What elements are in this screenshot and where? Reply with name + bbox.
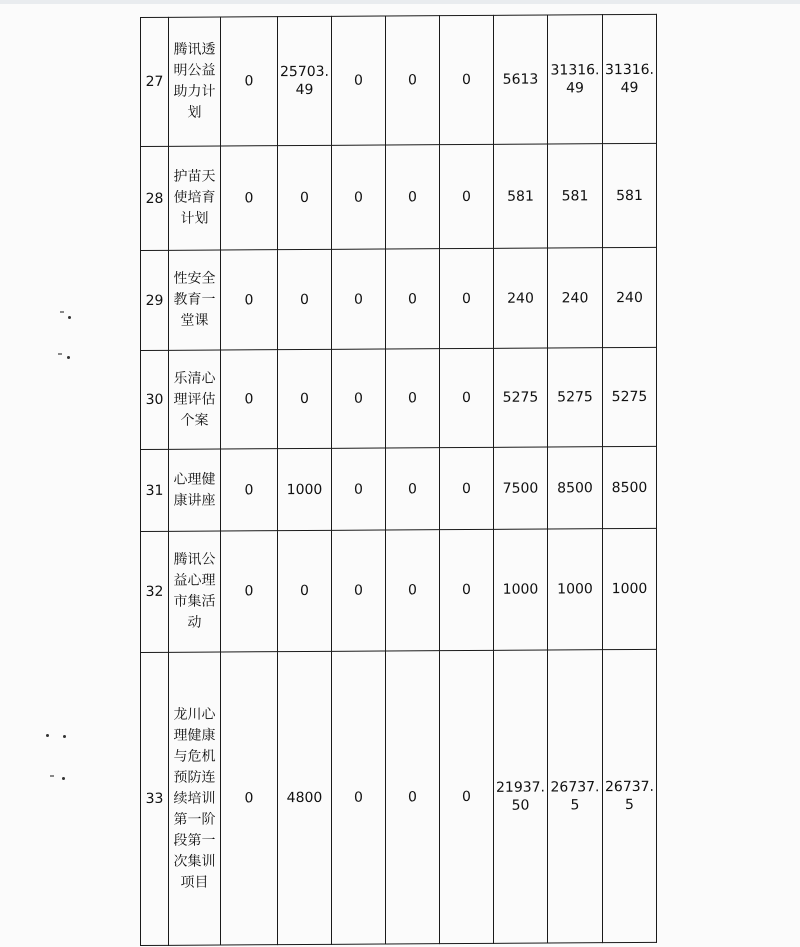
amount-cell: 0 (221, 146, 278, 250)
amount-cell: 7500 (494, 447, 548, 529)
amount-cell: 31316.49 (603, 14, 657, 143)
amount-cell: 0 (386, 249, 440, 349)
amount-cell: 5275 (548, 348, 603, 447)
row-index: 28 (141, 146, 169, 250)
amount-cell: 0 (386, 16, 440, 145)
amount-cell: 0 (440, 15, 494, 144)
table-row (141, 347, 657, 449)
amount-cell: 0 (440, 144, 494, 248)
amount-cell: 0 (278, 530, 332, 651)
amount-cell: 1000 (278, 448, 332, 530)
amount-cell: 581 (494, 144, 548, 248)
scan-mark (63, 735, 66, 738)
project-name-cell: 腾讯透明公益助力计划 (169, 17, 221, 146)
row-index: 29 (141, 250, 169, 350)
amount-cell: 0 (332, 448, 386, 530)
amount-cell: 0 (386, 530, 440, 651)
amount-cell: 0 (278, 145, 332, 249)
amount-cell: 1000 (494, 529, 548, 650)
amount-cell: 0 (386, 145, 440, 249)
amount-cell: 240 (548, 248, 603, 348)
amount-cell: 1000 (548, 529, 603, 650)
amount-cell: 8500 (603, 446, 657, 528)
scan-mark (68, 316, 71, 319)
project-name-cell: 护苗天使培育计划 (169, 146, 221, 250)
table-row (141, 247, 657, 350)
amount-cell: 5275 (603, 347, 657, 446)
amount-cell: 0 (332, 16, 386, 145)
amount-cell: 581 (603, 143, 657, 247)
amount-cell: 0 (278, 349, 332, 448)
table-row (141, 528, 657, 652)
scanned-page (0, 4, 800, 947)
row-index: 31 (141, 449, 169, 531)
amount-cell: 581 (548, 144, 603, 248)
amount-cell: 0 (332, 249, 386, 349)
amount-cell: 0 (440, 650, 494, 943)
amount-cell: 1000 (603, 528, 657, 649)
table-row (141, 143, 657, 250)
row-index: 27 (141, 17, 169, 146)
row-index: 30 (141, 350, 169, 449)
amount-cell: 26737.5 (603, 649, 657, 942)
amount-cell: 31316.49 (548, 15, 603, 144)
amount-cell: 21937.50 (494, 650, 548, 943)
amount-cell: 0 (278, 249, 332, 349)
table-row (141, 14, 657, 146)
scan-mark (62, 777, 65, 780)
amount-cell: 0 (221, 17, 278, 146)
amount-cell: 0 (221, 350, 278, 449)
table-row (141, 649, 657, 945)
scan-mark (67, 356, 70, 359)
amount-cell: 0 (221, 250, 278, 350)
project-name-cell: 性安全教育一堂课 (169, 250, 221, 350)
project-name-cell: 腾讯公益心理市集活动 (169, 531, 221, 652)
amount-cell: 0 (440, 248, 494, 348)
expense-table (140, 14, 657, 946)
amount-cell: 0 (332, 349, 386, 448)
scan-mark (58, 353, 62, 355)
amount-cell: 5613 (494, 15, 548, 144)
scan-mark (46, 734, 49, 737)
amount-cell: 8500 (548, 447, 603, 529)
amount-cell: 0 (332, 145, 386, 249)
amount-cell: 0 (440, 348, 494, 447)
amount-cell: 25703.49 (278, 16, 332, 145)
amount-cell: 0 (440, 447, 494, 529)
scan-mark (60, 311, 64, 313)
row-index: 33 (141, 652, 169, 945)
amount-cell: 0 (221, 449, 278, 531)
scan-mark (50, 775, 54, 777)
amount-cell: 240 (494, 248, 548, 348)
amount-cell: 0 (221, 531, 278, 652)
amount-cell: 0 (332, 530, 386, 651)
amount-cell: 0 (221, 652, 278, 945)
amount-cell: 0 (386, 651, 440, 944)
table-row (141, 446, 657, 531)
amount-cell: 26737.5 (548, 650, 603, 943)
project-name-cell: 龙川心理健康与危机预防连续培训第一阶段第一次集训项目 (169, 652, 221, 945)
amount-cell: 0 (386, 349, 440, 448)
amount-cell: 0 (440, 529, 494, 650)
table-body (141, 14, 657, 945)
amount-cell: 0 (386, 448, 440, 530)
amount-cell: 4800 (278, 651, 332, 944)
project-name-cell: 心理健康讲座 (169, 449, 221, 531)
amount-cell: 240 (603, 247, 657, 347)
row-index: 32 (141, 531, 169, 652)
amount-cell: 0 (332, 651, 386, 944)
project-name-cell: 乐清心理评估个案 (169, 350, 221, 449)
amount-cell: 5275 (494, 348, 548, 447)
